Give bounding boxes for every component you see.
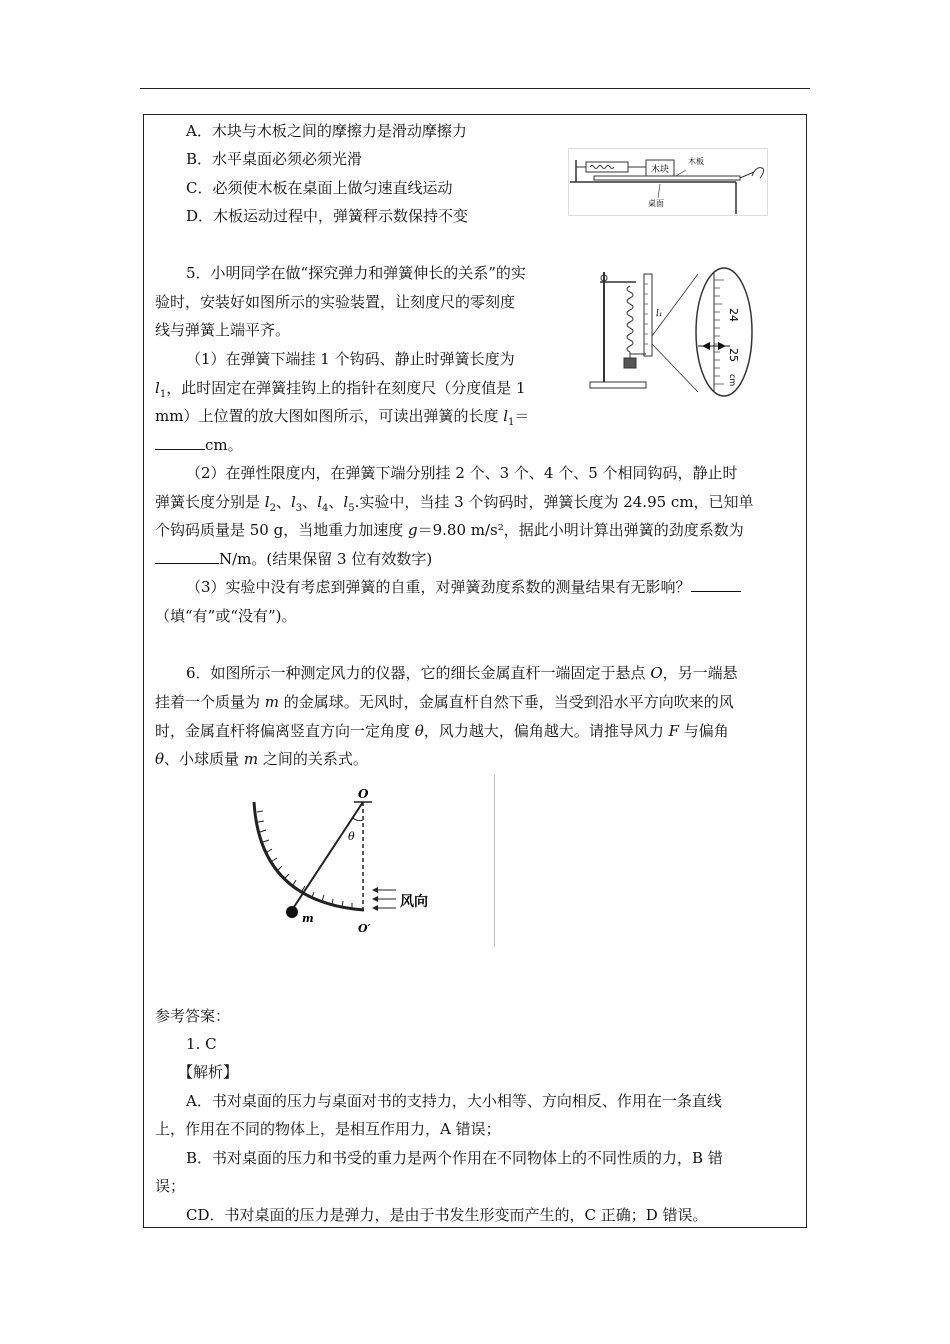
table-label: 桌面 [648,199,664,208]
q5-part2-line-1: （2）在弹性限度内，在弹簧下端分别挂 2 个、3 个、4 个、5 个相同钩码，静止时 [186,464,738,482]
figure-divider [494,775,495,947]
theta-label: θ [348,830,355,843]
board-label: 木板 [688,157,704,166]
tick-25: 25 [727,348,740,362]
q4-option-b: B．水平桌面必须必须光滑 [186,150,363,168]
answer-blank[interactable] [155,549,219,564]
analysis-a-line-1: A．书对桌面的压力与桌面对书的支持力，大小相等、方向相反、作用在一条直线 [186,1092,722,1110]
q5-part1-line-4: cm。 [155,435,243,455]
wind-meter-figure [240,782,450,938]
analysis-b-line-1: B．书对桌面的压力和书受的重力是两个作用在不同物体上的不同性质的力，B 错 [186,1149,723,1167]
block-label: 木块 [650,165,670,175]
answer-blank[interactable] [691,577,741,592]
spring-scale-figure [586,264,754,400]
analysis-b-line-2: 误； [155,1177,186,1195]
analysis-cd: CD．书对桌面的压力是弹力，是由于书发生形变而产生的，C 正确；D 错误。 [186,1206,708,1224]
point-O-prime-label: O′ [358,922,371,935]
header-rule [140,88,810,89]
answer-1: 1. C [186,1035,217,1053]
q5-part3-line-2: （填“有”或“没有”)。 [155,607,297,625]
analysis-heading: 【解析】 [178,1063,239,1081]
q5-line-1: 5．小明同学在做“探究弹力和弹簧伸长的关系”的实 [186,264,526,282]
l1-label: l₁ [656,309,663,319]
answers-title: 参考答案： [155,1007,231,1025]
q5-part1-line-3: mm）上位置的放大图如图所示，可读出弹簧的长度 $l_1=$ [155,407,530,428]
answer-blank[interactable] [155,435,205,450]
q5-part1-line-1: （1）在弹簧下端挂 1 个钩码、静止时弹簧长度为 [186,350,515,368]
friction-apparatus-figure [568,148,768,216]
analysis-a-line-2: 上，作用在不同的物体上，是相互作用力，A 错误； [155,1120,501,1138]
q6-line-4: θ、小球质量 m 之间的关系式。 [155,750,368,768]
q4-option-d: D．木板运动过程中，弹簧秤示数保持不变 [186,207,469,225]
q5-line-3: 线与弹簧上端平齐。 [155,321,291,339]
tick-24: 24 [727,308,740,322]
q5-part1-line-2: $l_1$，此时固定在弹簧挂钩上的指针在刻度尺（分度值是 1 [155,379,526,400]
mass-m-label: m [302,912,314,925]
q5-part3-line-1: （3）实验中没有考虑到弹簧的自重，对弹簧劲度系数的测量结果有无影响？ [186,577,741,597]
q5-line-2: 验时，安装好如图所示的实验装置，让刻度尺的零刻度 [155,293,516,311]
pivot-O-label: O [358,787,369,801]
q4-option-c: C．必须使木板在桌面上做匀速直线运动 [186,179,453,197]
wind-direction-label: 风向 [400,894,428,910]
q5-part2-line-3: 个钩码质量是 50 g，当地重力加速度 g＝9.80 m/s²，据此小明计算出弹簧的劲度系数为 [155,521,744,539]
q4-option-a: A．木块与木板之间的摩擦力是滑动摩擦力 [186,122,467,140]
q5-part2-line-2: 弹簧长度分别是 $l_2$、$l_3$、$l_4$、$l_5$.实验中，当挂 3 个钩码时，弹簧长度为 24.95 cm，已知单 [155,493,754,514]
q6-line-2: 挂着一个质量为 m 的金属球。无风时，金属直杆自然下垂，当受到沿水平方向吹来的风 [155,693,734,711]
q6-line-1: 6．如图所示一种测定风力的仪器，它的细长金属直杆一端固定于悬点 O，另一端悬 [186,664,738,682]
unit-cm: cm [728,374,737,387]
q6-line-3: 时，金属直杆将偏离竖直方向一定角度 θ，风力越大，偏角越大。请推导风力 F 与偏角 [155,722,729,740]
q5-part2-line-4: N/m。(结果保留 3 位有效数字) [155,549,432,569]
